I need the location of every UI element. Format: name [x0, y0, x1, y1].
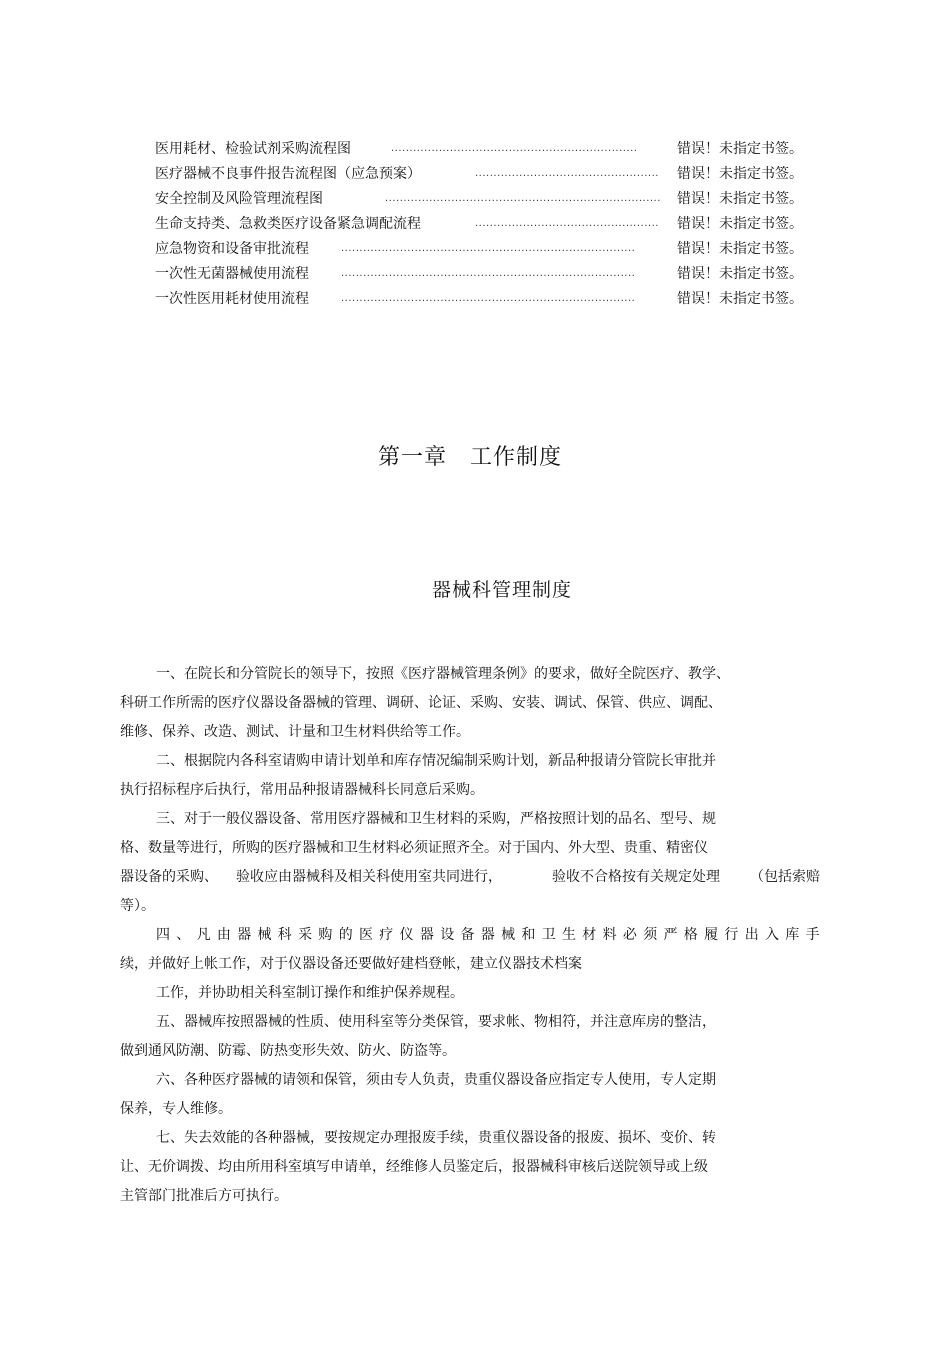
paragraph-line: 保养，专人维修。: [120, 1101, 232, 1117]
paragraph-line: 二、根据院内各科室请购申请计划单和库存情况编制采购计划，新品种报请分管院长审批并: [156, 753, 716, 769]
toc-entry-title: 医用耗材、检验试剂采购流程图: [155, 141, 351, 157]
toc-entry-ref: 错误！未指定书签。: [677, 216, 803, 232]
toc-entry-title: 一次性医用耗材使用流程: [155, 291, 309, 307]
toc-leader-dots: ...........................................................................: [385, 193, 661, 204]
toc-entry[interactable]: [155, 214, 815, 239]
toc-entry-title: 安全控制及风险管理流程图: [155, 191, 323, 207]
toc-leader-dots: ................................................................................: [341, 243, 636, 254]
paragraph-line: 主管部门批准后方可执行。: [120, 1188, 288, 1204]
toc-leader-dots: ................................................................................: [341, 293, 636, 304]
toc-entry-title: 医疗器械不良事件报告流程图（应急预案）: [155, 166, 421, 182]
text-segment: （包括索赔: [750, 869, 820, 885]
paragraph-line: 七、失去效能的各种器械，要按规定办理报废手续，贵重仪器设备的报废、损坏、变价、转: [156, 1130, 716, 1146]
text-segment: 验收不合格按有关规定处理: [552, 869, 720, 885]
section-heading: 器械科管理制度: [431, 579, 572, 601]
paragraph-line: 五、器械库按照器械的性质、使用科室等分类保管，要求帐、物相符，并注意库房的整洁，: [156, 1014, 716, 1030]
table-of-contents: [155, 139, 815, 314]
toc-entry[interactable]: [155, 239, 815, 264]
paragraph-line: 工作，并协助相关科室制订操作和维护保养规程。: [156, 985, 464, 1001]
toc-entry-title: 一次性无菌器械使用流程: [155, 266, 309, 282]
paragraph-line: 让、无价调拨、均由所用科室填写申请单，经维修人员鉴定后，报器械科审核后送院领导或上级: [120, 1159, 708, 1175]
text-segment: 验收应由器械科及相关科使用室共同进行，: [236, 869, 502, 885]
toc-entry-ref: 错误！未指定书签。: [677, 241, 803, 257]
toc-leader-dots: ................................................................................: [341, 268, 636, 279]
text-segment: 器设备的采购、: [120, 869, 218, 885]
paragraph-line: 六、各种医疗器械的请领和保管，须由专人负责，贵重仪器设备应指定专人使用，专人定期: [156, 1072, 716, 1088]
regulation-body: [120, 660, 840, 1211]
paragraph-line: 格、数量等进行，所购的医疗器械和卫生材料必须证照齐全。对于国内、外大型、贵重、精密仪: [120, 840, 708, 856]
toc-entry[interactable]: [155, 164, 815, 189]
toc-entry-title: 生命支持类、急救类医疗设备紧急调配流程: [155, 216, 421, 232]
toc-entry-ref: 错误！未指定书签。: [677, 291, 803, 307]
toc-entry-ref: 错误！未指定书签。: [677, 141, 803, 157]
toc-entry-ref: 错误！未指定书签。: [677, 266, 803, 282]
paragraph-line: 一、在院长和分管院长的领导下，按照《医疗器械管理条例》的要求，做好全院医疗、教学、: [156, 666, 730, 682]
paragraph-line: 维修、保养、改造、测试、计量和卫生材料供给等工作。: [120, 724, 470, 740]
paragraph-line: 等）。: [120, 898, 155, 914]
toc-entry-ref: 错误！未指定书签。: [677, 166, 803, 182]
paragraph-line: 执行招标程序后执行，常用品种报请器械科长同意后采购。: [120, 782, 484, 798]
paragraph-line: 续，并做好上帐工作，对于仪器设备还要做好建档登帐，建立仪器技术档案: [120, 956, 582, 972]
paragraph-line: 三、对于一般仪器设备、常用医疗器械和卫生材料的采购，严格按照计划的品名、型号、规: [156, 811, 716, 827]
toc-entry[interactable]: [155, 264, 815, 289]
toc-entry-ref: 错误！未指定书签。: [677, 191, 803, 207]
paragraph-line-segmented: [120, 863, 840, 892]
paragraph-line: 四、凡由器械科采购的医疗仪器设备器械和卫生材料必须严格履行出入库手: [156, 927, 826, 943]
toc-entry[interactable]: [155, 189, 815, 214]
toc-entry-title: 应急物资和设备审批流程: [155, 241, 309, 257]
toc-entry[interactable]: [155, 289, 815, 314]
toc-leader-dots: ..................................................: [475, 218, 659, 229]
paragraph-line: 做到通风防潮、防霉、防热变形失效、防火、防盗等。: [120, 1043, 456, 1059]
toc-leader-dots: ...................................................................: [391, 143, 638, 154]
paragraph-line: 科研工作所需的医疗仪器设备器械的管理、调研、论证、采购、安装、调试、保管、供应、调配、: [120, 695, 722, 711]
toc-entry[interactable]: [155, 139, 815, 164]
toc-leader-dots: ..................................................: [475, 168, 659, 179]
chapter-heading: 第一章 工作制度: [377, 445, 562, 470]
